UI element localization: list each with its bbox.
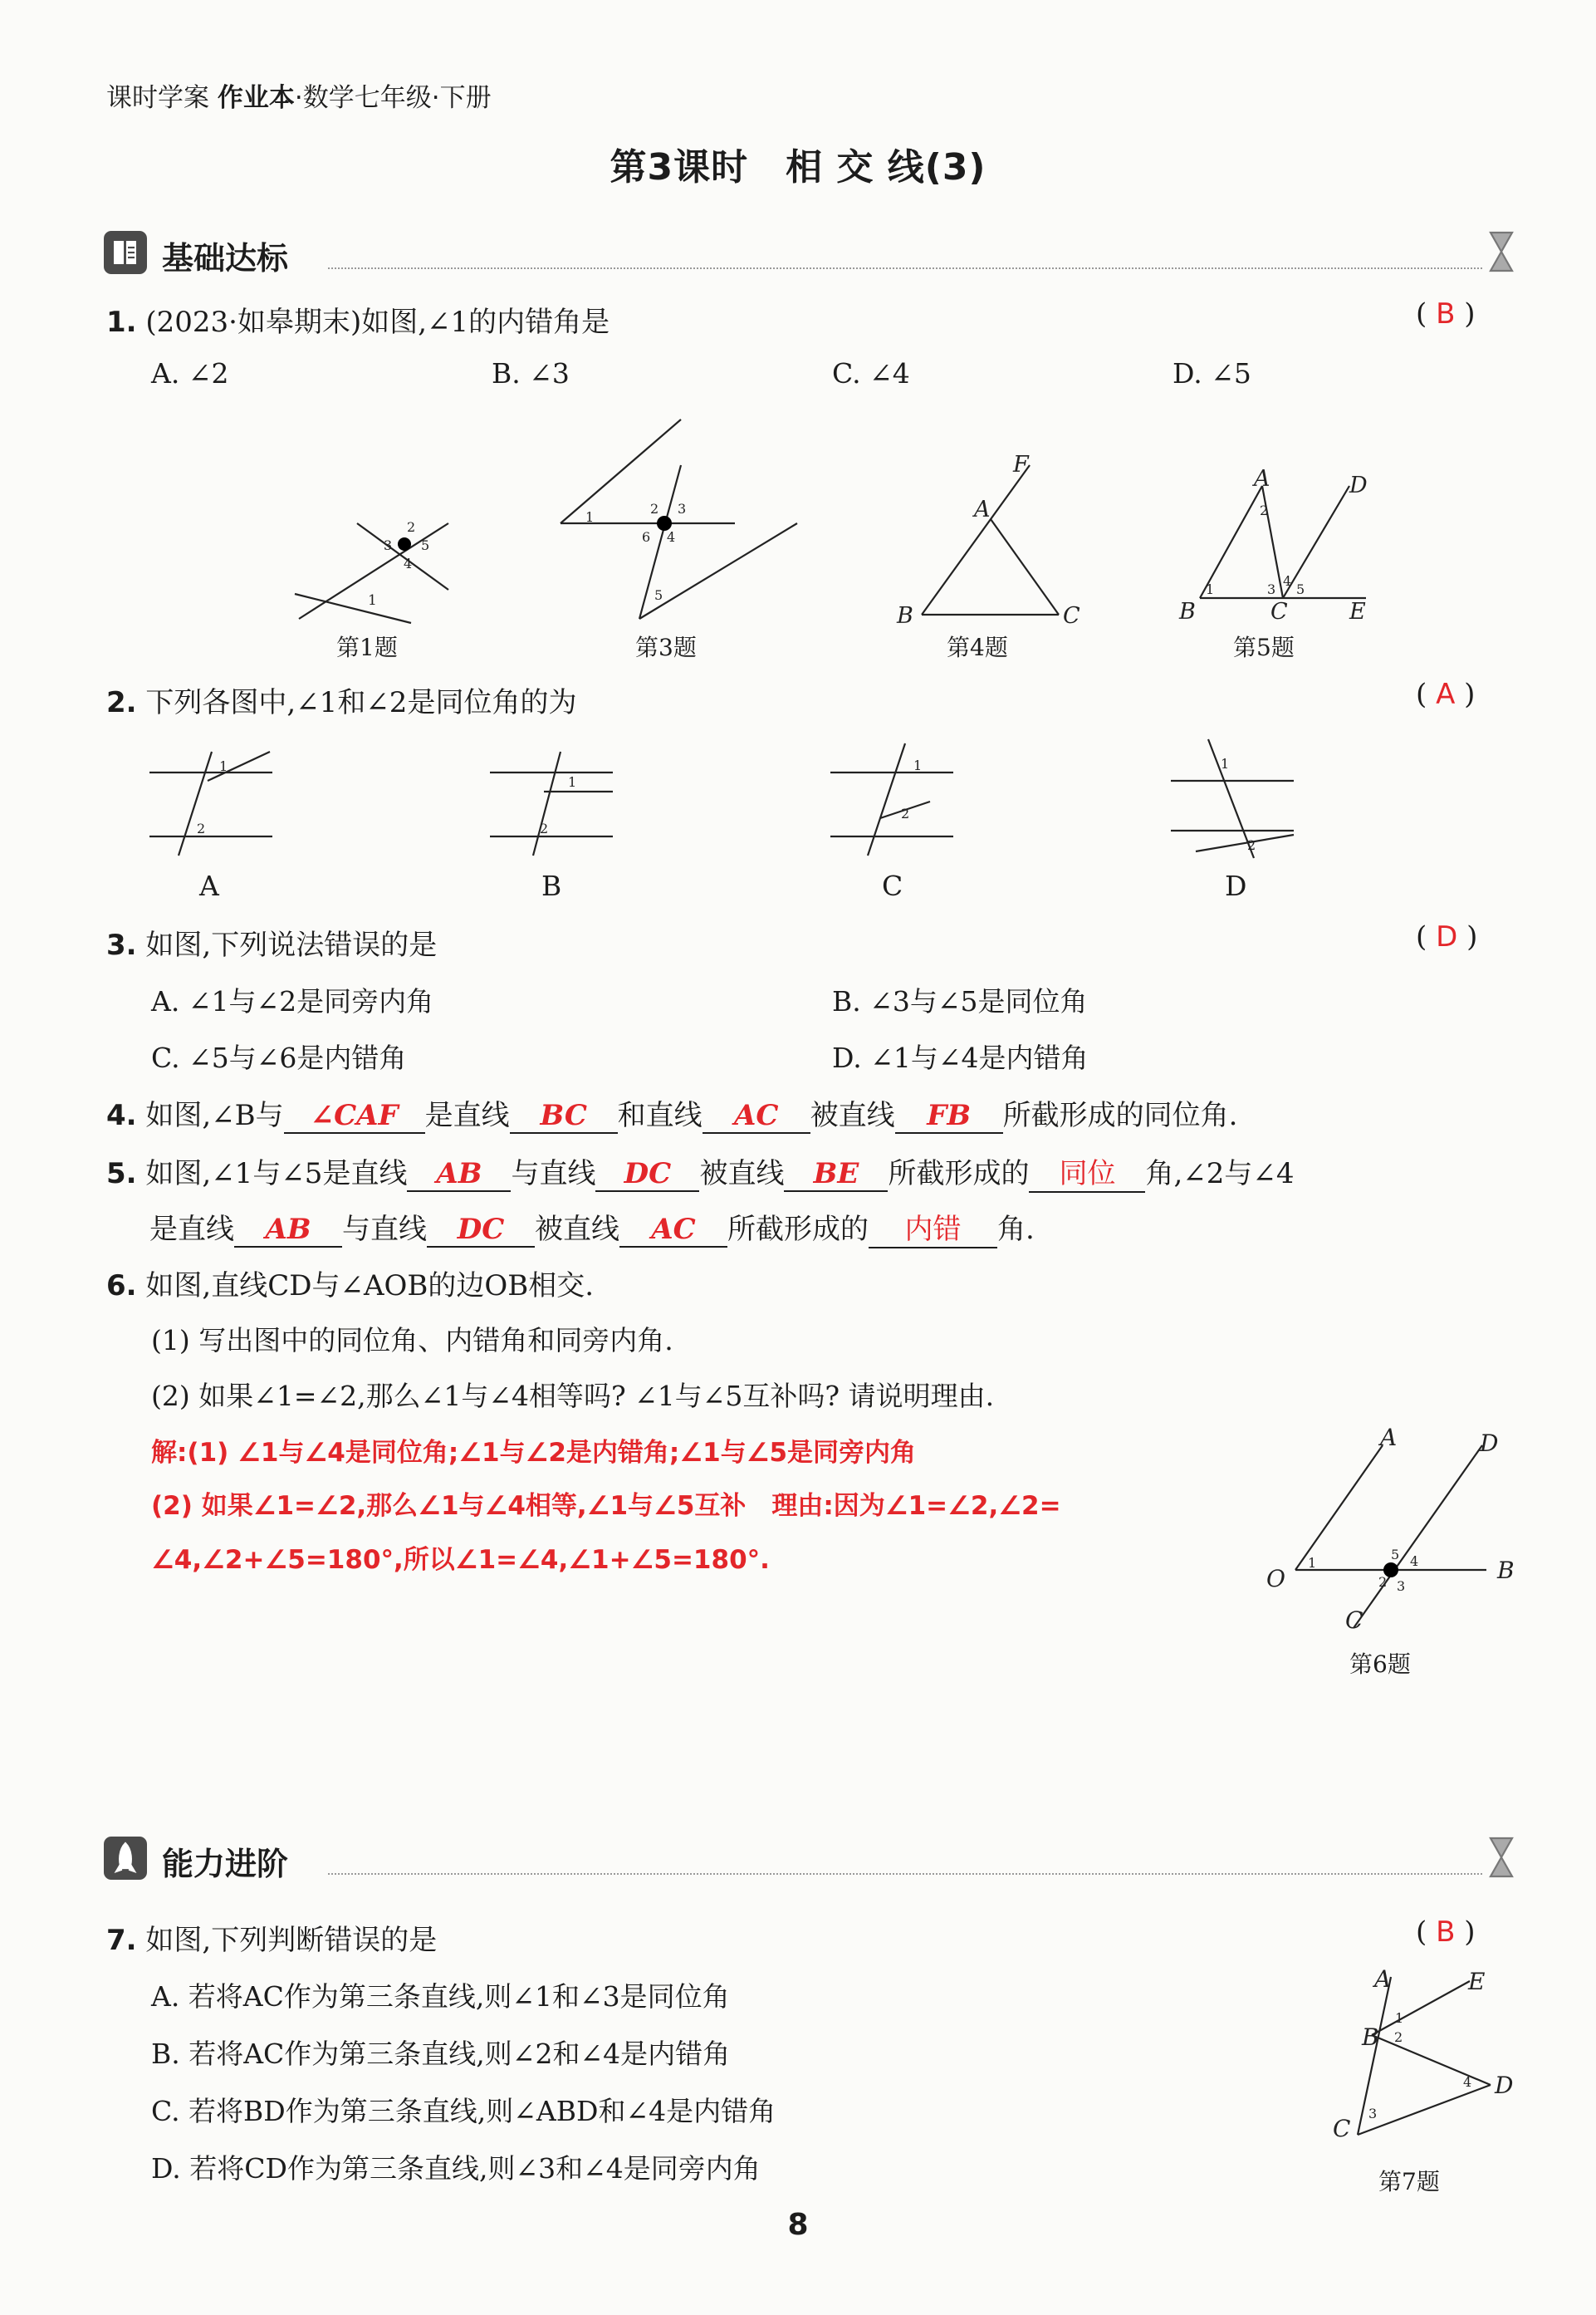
svg-text:5: 5 [654, 587, 663, 603]
svg-text:1: 1 [1206, 581, 1215, 597]
blank-q5-7: AC [619, 1213, 727, 1248]
svg-text:4: 4 [1463, 2074, 1472, 2090]
q3-option-d: D. ∠1与∠4是内错角 [832, 1042, 1089, 1074]
hourglass-icon [1487, 229, 1515, 274]
svg-text:D: D [1349, 473, 1368, 498]
svg-text:1: 1 [913, 758, 923, 773]
question-3: 3. 如图,下列说法错误的是 [106, 929, 438, 962]
svg-text:F: F [1013, 452, 1029, 478]
svg-text:1: 1 [368, 592, 377, 609]
section-label: 能力进阶 [162, 1846, 289, 1882]
question-1: 1. (2023·如皋期末)如图,∠1的内错角是 [106, 306, 610, 339]
caption-fig5: 第5题 [1233, 634, 1295, 661]
svg-text:5: 5 [1296, 581, 1305, 597]
answer-3: ( D ) [1416, 920, 1478, 954]
q2-label-a: A [199, 870, 219, 902]
svg-text:1: 1 [219, 758, 228, 774]
question-6: 6. 如图,直线CD与∠AOB的边OB相交. [106, 1269, 595, 1302]
blank-q5-8: 内错 [869, 1206, 997, 1248]
svg-text:3: 3 [1368, 2106, 1378, 2121]
q2-figure-b [490, 735, 623, 860]
q1-option-d: D. ∠5 [1173, 357, 1251, 390]
q1-option-b: B. ∠3 [492, 357, 570, 390]
answer-7: ( B ) [1416, 1915, 1476, 1949]
question-5: 5. 如图,∠1与∠5是直线 AB 与直线 DC 被直线 BE 所截形成的 同位 角,∠2与∠4 [106, 1150, 1295, 1193]
answer-2: ( A ) [1416, 678, 1476, 711]
svg-text:E: E [1349, 599, 1366, 625]
question-5-line2: 是直线 AB 与直线 DC 被直线 AC 所截形成的 内错 角. [149, 1206, 1035, 1248]
q6-solution-3: ∠4,∠2+∠5=180°,所以∠1=∠4,∠1+∠5=180°. [151, 1545, 770, 1575]
book-header: 课时学案 作业本·数学七年级·下册 [106, 83, 492, 113]
q6-part-2: (2) 如果∠1=∠2,那么∠1与∠4相等吗? ∠1与∠5互补吗? 请说明理由. [151, 1380, 995, 1412]
q2-figure-a [149, 735, 282, 860]
figure-7 [1329, 1965, 1520, 2147]
svg-text:2: 2 [1247, 837, 1256, 853]
figure-3 [556, 415, 805, 631]
divider [328, 267, 1482, 269]
svg-text:O: O [1266, 1565, 1285, 1592]
svg-text:D: D [1495, 2072, 1514, 2099]
svg-text:A: A [1374, 1965, 1392, 1993]
question-2: 2. 下列各图中,∠1和∠2是同位角的为 [106, 686, 577, 719]
figure-1 [291, 507, 457, 631]
section-basic [104, 226, 1515, 279]
svg-text:4: 4 [404, 556, 413, 571]
svg-text:1: 1 [1221, 756, 1230, 772]
blank-q5-6: DC [427, 1213, 535, 1248]
svg-text:2: 2 [540, 821, 549, 836]
svg-text:1: 1 [568, 774, 577, 790]
caption-fig1: 第1题 [336, 634, 398, 661]
caption-fig4: 第4题 [947, 634, 1008, 661]
divider [328, 1873, 1482, 1875]
svg-text:6: 6 [642, 529, 651, 545]
svg-text:B: B [897, 603, 913, 629]
q2-figure-d [1171, 735, 1304, 860]
q6-part-1: (1) 写出图中的同位角、内错角和同旁内角. [151, 1324, 673, 1356]
svg-text:E: E [1468, 1968, 1486, 1995]
q7-option-d: D. 若将CD作为第三条直线,则∠3和∠4是同旁内角 [151, 2152, 761, 2185]
svg-text:2: 2 [407, 519, 416, 535]
blank-q5-1: AB [407, 1157, 511, 1192]
caption-fig7: 第7题 [1378, 2168, 1440, 2195]
svg-text:C: C [1333, 2115, 1351, 2142]
svg-text:4: 4 [1283, 573, 1292, 589]
svg-text:2: 2 [1260, 503, 1269, 518]
q7-option-c: C. 若将BD作为第三条直线,则∠ABD和∠4是内错角 [151, 2095, 776, 2127]
book-icon [104, 231, 147, 274]
q2-figure-c [830, 735, 963, 860]
svg-text:3: 3 [1267, 581, 1276, 597]
figure-6 [1262, 1424, 1528, 1641]
page-number: 8 [787, 2208, 809, 2242]
q6-solution-1: 解:(1) ∠1与∠4是同位角;∠1与∠2是内错角;∠1与∠5是同旁内角 [151, 1438, 917, 1468]
svg-text:A: A [1254, 466, 1270, 492]
q3-option-b: B. ∠3与∠5是同位角 [832, 985, 1088, 1018]
blank-q4-4: FB [895, 1099, 1003, 1134]
question-4: 4. 如图,∠B与 ∠CAF 是直线 BC 和直线 AC 被直线 FB 所截形成的同位角. [106, 1099, 1238, 1132]
svg-text:2: 2 [1394, 2029, 1403, 2045]
question-7: 7. 如图,下列判断错误的是 [106, 1924, 438, 1957]
q3-option-c: C. ∠5与∠6是内错角 [151, 1042, 407, 1074]
blank-q5-3: BE [784, 1157, 888, 1192]
blank-q4-3: AC [703, 1099, 810, 1134]
svg-text:4: 4 [1410, 1553, 1419, 1569]
svg-text:3: 3 [678, 501, 687, 517]
svg-text:A: A [974, 497, 991, 522]
svg-text:D: D [1480, 1430, 1499, 1457]
answer-1: ( B ) [1416, 297, 1476, 331]
svg-text:3: 3 [384, 537, 393, 553]
q7-option-a: A. 若将AC作为第三条直线,则∠1和∠3是同位角 [151, 1980, 730, 2013]
hourglass-icon [1487, 1835, 1515, 1880]
q1-option-c: C. ∠4 [832, 357, 910, 390]
svg-text:B: B [1362, 2023, 1379, 2051]
svg-text:3: 3 [1397, 1578, 1406, 1594]
svg-text:1: 1 [1395, 2010, 1404, 2026]
q6-solution-2: (2) 如果∠1=∠2,那么∠1与∠4相等,∠1与∠5互补 理由:因为∠1=∠2,∠2= [151, 1491, 1061, 1521]
caption-fig3: 第3题 [635, 634, 697, 661]
q2-label-b: B [541, 870, 562, 902]
blank-q5-4: 同位 [1029, 1150, 1145, 1193]
svg-text:2: 2 [1378, 1574, 1388, 1590]
rocket-icon [104, 1837, 147, 1880]
svg-text:C: C [1063, 603, 1080, 629]
svg-text:5: 5 [1391, 1547, 1400, 1562]
svg-text:A: A [1380, 1424, 1398, 1451]
svg-text:1: 1 [585, 509, 595, 525]
q2-label-d: D [1225, 870, 1247, 902]
svg-text:1: 1 [1308, 1555, 1317, 1571]
section-advanced [104, 1832, 1515, 1885]
section-label: 基础达标 [162, 240, 289, 277]
q3-option-a: A. ∠1与∠2是同旁内角 [151, 985, 434, 1018]
blank-q5-5: AB [234, 1213, 342, 1248]
blank-q5-2: DC [595, 1157, 699, 1192]
svg-text:2: 2 [197, 821, 206, 836]
svg-text:B: B [1179, 599, 1196, 625]
svg-text:C: C [1270, 599, 1288, 625]
q1-option-a: A. ∠2 [151, 357, 229, 390]
svg-text:2: 2 [650, 501, 659, 517]
q7-option-b: B. 若将AC作为第三条直线,则∠2和∠4是内错角 [151, 2038, 731, 2070]
svg-text:4: 4 [667, 529, 676, 545]
caption-fig6: 第6题 [1349, 1650, 1411, 1678]
blank-q4-1: ∠CAF [284, 1099, 425, 1134]
figure-4 [893, 449, 1109, 627]
blank-q4-2: BC [510, 1099, 618, 1134]
q2-label-c: C [882, 870, 903, 902]
svg-text:2: 2 [901, 806, 910, 822]
figure-5 [1179, 466, 1395, 627]
svg-text:C: C [1345, 1606, 1363, 1634]
svg-text:5: 5 [421, 537, 430, 553]
page-title: 第3课时 相 交 线(3) [610, 146, 986, 189]
svg-text:B: B [1497, 1557, 1515, 1584]
